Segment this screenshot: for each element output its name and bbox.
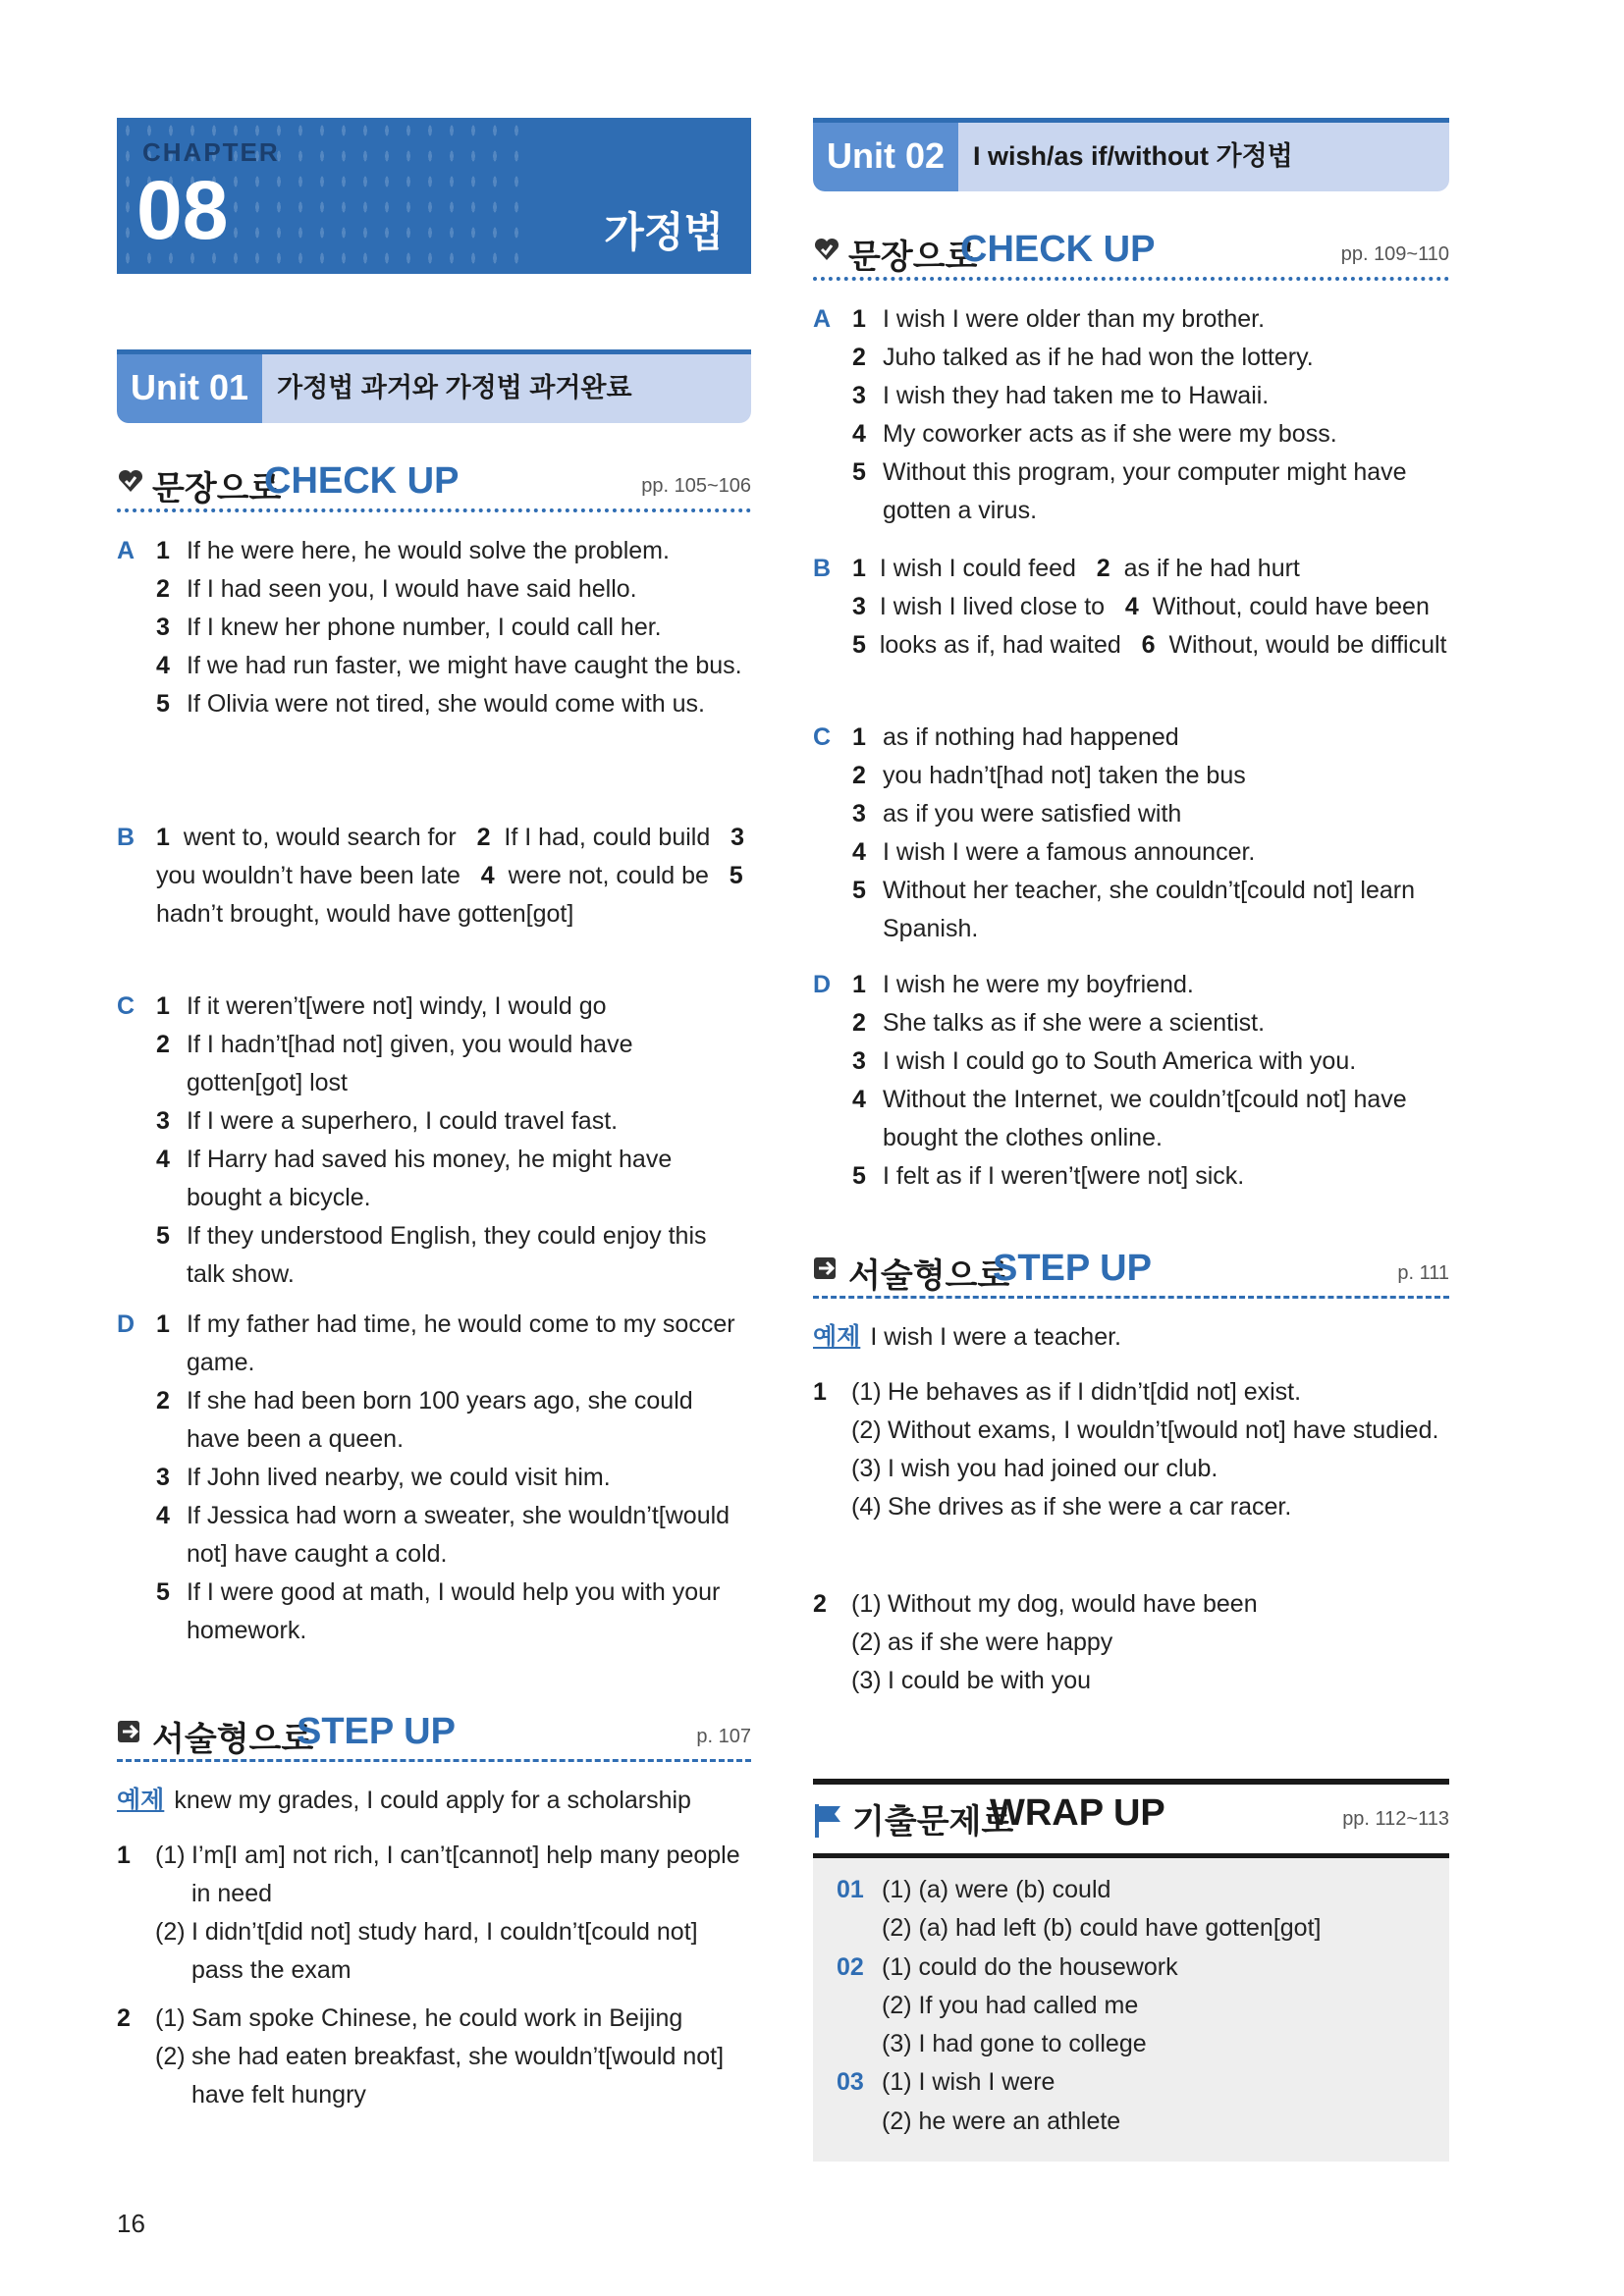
example-text: I wish I were a teacher.: [870, 1323, 1121, 1351]
unit2-stepup-q1: [813, 1373, 1449, 1526]
question-item: 1 (1) He behaves as if I didn’t[did not] exist. (2) Without exams, I wouldn’t[would not] have studied. (3) I wish you had joined our club. (4) She drives as if she were a car racer.: [813, 1373, 1449, 1526]
sub-answer: (2) I didn’t[did not] study hard, I couldn’t[could not] pass the exam: [155, 1918, 698, 1984]
dashed-divider: [117, 1759, 751, 1762]
answer-item: 2 She talks as if she were a scientist.: [852, 1009, 1266, 1037]
arrow-box-icon: [117, 1718, 144, 1745]
unit2-example: [813, 1318, 1449, 1357]
answer-text: If I had, could build: [504, 824, 711, 851]
answer-item: 1 If my father had time, he would come to my soccer game.: [156, 1310, 735, 1376]
heart-check-icon: [117, 467, 144, 495]
unit1-header: [117, 349, 751, 423]
arrow-box-icon: [813, 1255, 840, 1282]
unit1-answers-b: [117, 819, 751, 934]
answer-item: 4 If Jessica had worn a sweater, she wouldn’t[would not] have caught a cold.: [156, 1502, 731, 1568]
checkup-english-label: CHECK UP: [264, 460, 460, 502]
answer-text: went to, would search for: [183, 824, 457, 851]
answer-item: 3 If John lived nearby, we could visit him.: [156, 1464, 611, 1491]
unit1-checkup-heading: [117, 452, 751, 510]
answer-item: 1 I wish I were older than my brother.: [852, 305, 1266, 333]
wrapup-english-label: WRAP UP: [990, 1792, 1165, 1834]
answer-text: you wouldn’t have been late: [156, 862, 460, 889]
wrapup-korean-label: 기출문제로: [852, 1803, 1014, 1841]
answer-item: 3 I wish I could go to South America with you.: [852, 1047, 1357, 1075]
sub-answer: (2) she had eaten breakfast, she wouldn’t[would not] have felt hungry: [155, 2043, 725, 2109]
answer-inline: [117, 819, 751, 934]
page-number: 16: [117, 2209, 145, 2238]
unit1-title: 가정법 과거와 가정법 과거완료: [277, 373, 632, 402]
chapter-banner: [117, 118, 751, 274]
stepup-korean-label: 서술형으로: [152, 1721, 314, 1758]
section-letter: A: [813, 305, 832, 333]
section-letter: B: [117, 824, 135, 851]
unit2-stepup-q2: [813, 1585, 1449, 1700]
stepup-english-label: STEP UP: [993, 1248, 1152, 1289]
answer-item: 4 I wish I were a famous announcer.: [852, 838, 1256, 866]
answer-item: 5 I felt as if I weren’t[were not] sick.: [852, 1162, 1245, 1190]
checkup-korean-label: 문장으로: [848, 239, 978, 276]
dashed-divider: [813, 1296, 1449, 1299]
question-item: 2 (1) Sam spoke Chinese, he could work in Beijing (2) she had eaten breakfast, she wouldn’t[would not] have felt hungry: [117, 2000, 751, 2114]
section-letter: D: [813, 971, 832, 998]
unit2-answers-c: [813, 719, 1449, 948]
thick-rule: [813, 1779, 1449, 1785]
heart-check-icon: [813, 236, 840, 263]
stepup-english-label: STEP UP: [297, 1711, 456, 1752]
section-letter: D: [117, 1310, 135, 1338]
answer-item: 5 Without her teacher, she couldn’t[could not] learn Spanish.: [852, 877, 1415, 942]
checkup-korean-label: 문장으로: [152, 470, 282, 507]
unit2-stepup-heading: [813, 1239, 1449, 1298]
dotted-divider: [117, 508, 751, 512]
sub-answer: (2) as if she were happy: [851, 1629, 1113, 1656]
answer-item: 5 If they understood English, they could enjoy this talk show.: [156, 1222, 707, 1288]
section-letter: B: [813, 555, 832, 582]
answer-item: 1 If it weren’t[were not] windy, I would go: [156, 992, 607, 1020]
dotted-divider: [813, 277, 1449, 281]
answer-item: 3 as if you were satisfied with: [852, 800, 1182, 828]
answer-item: 5 If I were good at math, I would help you with your homework.: [156, 1578, 721, 1644]
answer-item: 4 My coworker acts as if she were my boss.: [852, 420, 1337, 448]
example-text: knew my grades, I could apply for a scholarship: [174, 1787, 691, 1814]
page-reference: pp. 109~110: [1340, 243, 1449, 265]
unit2-header: [813, 118, 1449, 191]
answer-inline: 3 I wish I lived close to 4 Without, could have been: [852, 593, 1430, 620]
answer-item: 4 If we had run faster, we might have caught the bus.: [156, 652, 742, 679]
sub-answer: (3) I could be with you: [851, 1667, 1092, 1694]
answer-item: 1 as if nothing had happened: [852, 723, 1179, 751]
unit1-answers-c: [117, 988, 751, 1294]
page-reference: pp. 105~106: [641, 475, 751, 497]
unit1-stepup-q2: [117, 2000, 751, 2114]
sub-answer: (1) I’m[I am] not rich, I can’t[cannot] help many people in need: [155, 1842, 740, 1907]
chapter-number: 08: [136, 164, 229, 256]
sub-answer: (4) She drives as if she were a car racer.: [851, 1493, 1292, 1521]
page-reference: pp. 112~113: [1342, 1808, 1449, 1830]
flag-icon: [813, 1800, 842, 1840]
wrapup-list: [837, 1871, 1321, 2141]
answer-item: 2 Juho talked as if he had won the lottery.: [852, 344, 1314, 371]
answer-number: 3: [731, 824, 745, 851]
answer-number: 4: [480, 862, 495, 889]
answer-text: were not, could be: [508, 862, 709, 889]
checkup-english-label: CHECK UP: [960, 229, 1156, 270]
answer-number: 2: [476, 824, 491, 851]
unit1-stepup-q1: [117, 1837, 751, 1990]
unit1-answers-a: [117, 532, 751, 723]
chapter-label: CHAPTER: [142, 137, 280, 167]
answer-item: 4 If Harry had saved his money, he might have bought a bicycle.: [156, 1146, 673, 1211]
unit1-example: [117, 1782, 751, 1820]
answer-item: 4 Without the Internet, we couldn’t[could not] have bought the clothes online.: [852, 1086, 1407, 1151]
wrapup-item: 03 (1) I wish I were (2) he were an athlete: [837, 2068, 1121, 2135]
example-label: 예제: [117, 1787, 165, 1814]
answer-item: 3 If I were a superhero, I could travel fast.: [156, 1107, 619, 1135]
unit2-answers-d: [813, 966, 1449, 1196]
page-reference: p. 107: [696, 1726, 751, 1747]
page-reference: p. 111: [1397, 1262, 1449, 1284]
example-label: 예제: [813, 1323, 861, 1351]
section-letter: C: [117, 992, 135, 1020]
answer-number: 5: [729, 862, 743, 889]
section-letter: A: [117, 537, 135, 564]
unit2-answers-b: [813, 550, 1449, 665]
unit2-answers-a: [813, 300, 1449, 530]
answer-item: 1 If he were here, he would solve the problem.: [156, 537, 670, 564]
question-item: 2 (1) Without my dog, would have been (2) as if she were happy (3) I could be with you: [813, 1585, 1449, 1700]
answer-item: 2 If she had been born 100 years ago, she could have been a queen.: [156, 1387, 693, 1453]
sub-answer: (1) Without my dog, would have been: [851, 1590, 1258, 1618]
answer-item: 1 I wish he were my boyfriend.: [852, 971, 1194, 998]
answer-item: 5 Without this program, your computer might have gotten a virus.: [852, 458, 1407, 524]
answer-number: 1: [156, 824, 170, 851]
unit2-tag: Unit 02: [813, 123, 958, 191]
unit1-answers-d: [117, 1306, 751, 1650]
answer-item: 5 If Olivia were not tired, she would come with us.: [156, 690, 706, 718]
unit2-checkup-heading: [813, 220, 1449, 279]
answer-inline: 5 looks as if, had waited 6 Without, would be difficult: [852, 631, 1447, 659]
sub-answer: (1) Sam spoke Chinese, he could work in Beijing: [155, 2004, 683, 2032]
sub-answer: (3) I wish you had joined our club.: [851, 1455, 1218, 1482]
wrapup-item: 01 (1) (a) were (b) could (2) (a) had left (b) could have gotten[got]: [837, 1876, 1322, 1943]
wrapup-item: 02 (1) could do the housework (2) If you had called me (3) I had gone to college: [837, 1952, 1178, 2058]
unit2-title: I wish/as if/without 가정법: [973, 141, 1293, 171]
question-item: 1 (1) I’m[I am] not rich, I can’t[cannot] help many people in need (2) I didn’t[did not] study hard, I couldn’t[could not] pass the exam: [117, 1837, 751, 1990]
sub-answer: (1) He behaves as if I didn’t[did not] exist.: [851, 1378, 1302, 1406]
chapter-title: 가정법: [604, 209, 724, 255]
answer-text: hadn’t brought, would have gotten[got]: [156, 900, 574, 928]
unit1-stepup-heading: [117, 1702, 751, 1761]
answer-item: 2 If I hadn’t[had not] given, you would have gotten[got] lost: [156, 1031, 633, 1096]
answer-item: 3 If I knew her phone number, I could call her.: [156, 614, 662, 641]
answer-item: 2 If I had seen you, I would have said hello.: [156, 575, 637, 603]
answer-item: 2 you hadn’t[had not] taken the bus: [852, 762, 1246, 789]
section-letter: C: [813, 723, 832, 751]
answer-inline: 1 I wish I could feed 2 as if he had hurt: [852, 555, 1300, 582]
unit1-tag: Unit 01: [117, 354, 262, 423]
answer-item: 3 I wish they had taken me to Hawaii.: [852, 382, 1270, 409]
stepup-korean-label: 서술형으로: [848, 1257, 1010, 1295]
sub-answer: (2) Without exams, I wouldn’t[would not] have studied.: [851, 1416, 1439, 1444]
